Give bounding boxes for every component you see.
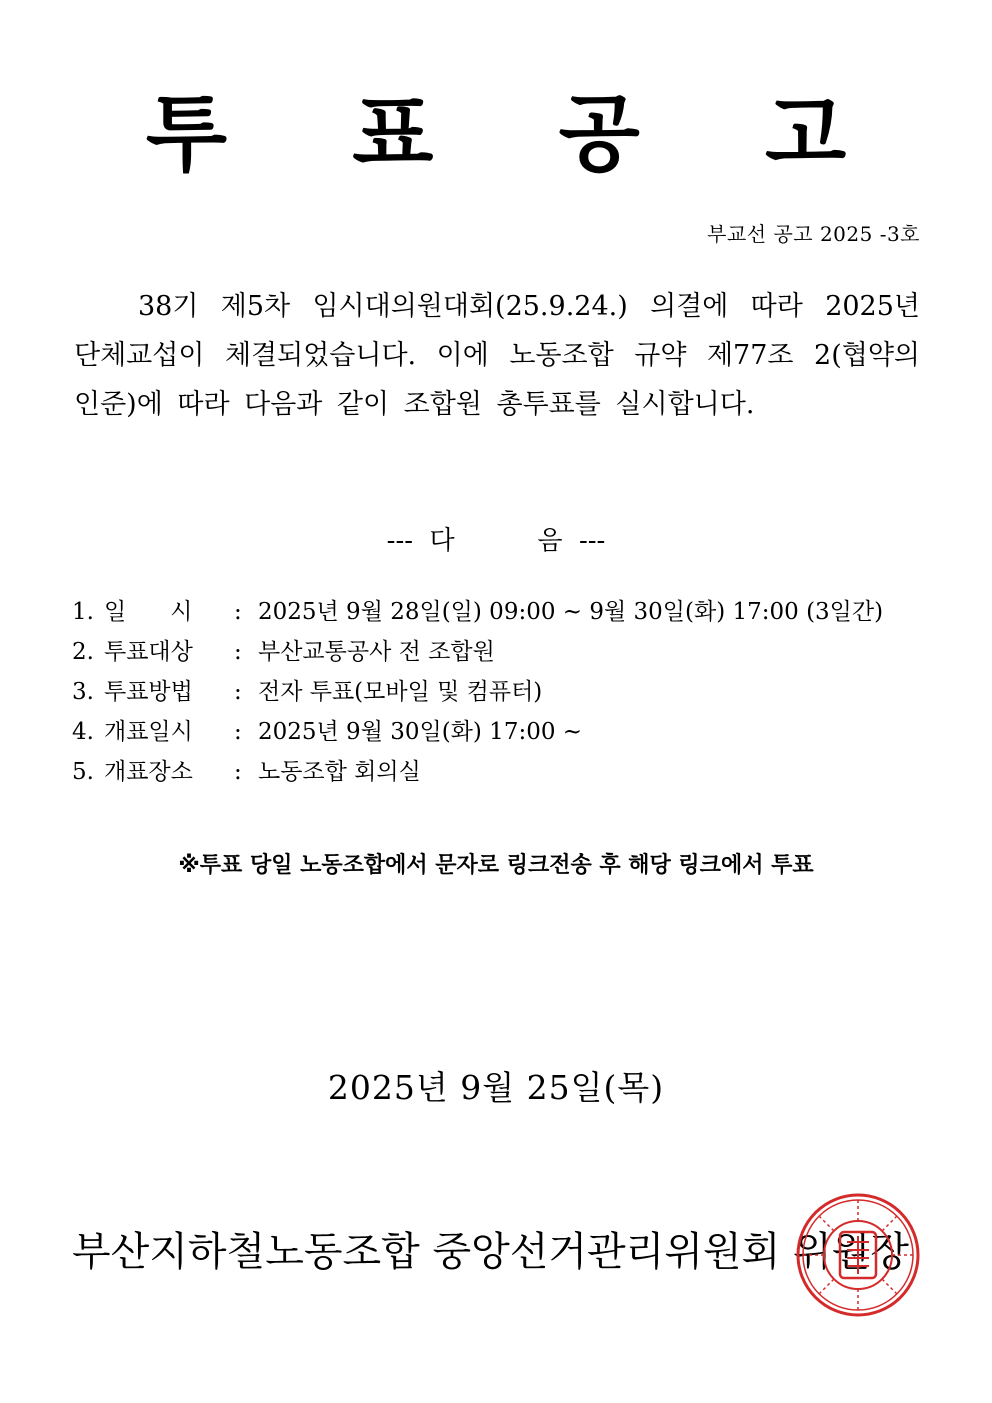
document-title: 투 표 공 고 bbox=[145, 84, 895, 183]
vote-details-list bbox=[72, 592, 883, 792]
item-value: 2025년 9월 28일(일) 09:00 ~ 9월 30일(화) 17:00 (3일간) bbox=[258, 599, 884, 625]
item-value: 노동조합 회의실 bbox=[258, 759, 421, 785]
item-number: 1. bbox=[72, 599, 94, 625]
item-separator: : bbox=[234, 639, 242, 665]
footnote: ※투표 당일 노동조합에서 문자로 링크전송 후 해당 링크에서 투표 bbox=[178, 853, 814, 878]
item-number: 4. bbox=[72, 719, 94, 745]
item-label: 투표대상 bbox=[104, 639, 193, 665]
list-item-method bbox=[72, 672, 883, 712]
intro-paragraph: 38기 제5차 임시대의원대회(25.9.24.) 의결에 따라 2025년 단체교섭이 체결되었습니다. 이에 노동조합 규약 제77조 2(협약의 인준)에 따라 다음과 같이 조합원 총투표를 실시합니다. bbox=[74, 291, 920, 420]
item-label: 개표일시 bbox=[104, 719, 193, 745]
signature-line: 부산지하철노동조합 중앙선거관리위원회 위원장 bbox=[72, 1229, 909, 1275]
item-separator: : bbox=[234, 759, 242, 785]
item-label: 개표장소 bbox=[104, 759, 193, 785]
item-separator: : bbox=[234, 679, 242, 705]
item-separator: : bbox=[234, 599, 242, 625]
official-seal-icon bbox=[795, 1192, 921, 1318]
list-item-schedule bbox=[72, 592, 883, 632]
item-label: 일 시 bbox=[104, 599, 193, 625]
list-item-counting-place bbox=[72, 752, 883, 792]
item-number: 2. bbox=[72, 639, 94, 665]
document-date: 2025년 9월 25일(목) bbox=[327, 1068, 665, 1107]
item-value: 부산교통공사 전 조합원 bbox=[258, 639, 495, 665]
item-number: 3. bbox=[72, 679, 94, 705]
item-value: 전자 투표(모바일 및 컴퓨터) bbox=[258, 679, 543, 705]
item-separator: : bbox=[234, 719, 242, 745]
section-heading: --- 다 음 --- bbox=[386, 526, 606, 556]
item-label: 투표방법 bbox=[104, 679, 193, 705]
item-value: 2025년 9월 30일(화) 17:00 ~ bbox=[258, 719, 583, 745]
item-number: 5. bbox=[72, 759, 94, 785]
list-item-voters bbox=[72, 632, 883, 672]
notice-number: 부교선 공고 2025 -3호 bbox=[707, 222, 920, 246]
list-item-counting-time bbox=[72, 712, 883, 752]
